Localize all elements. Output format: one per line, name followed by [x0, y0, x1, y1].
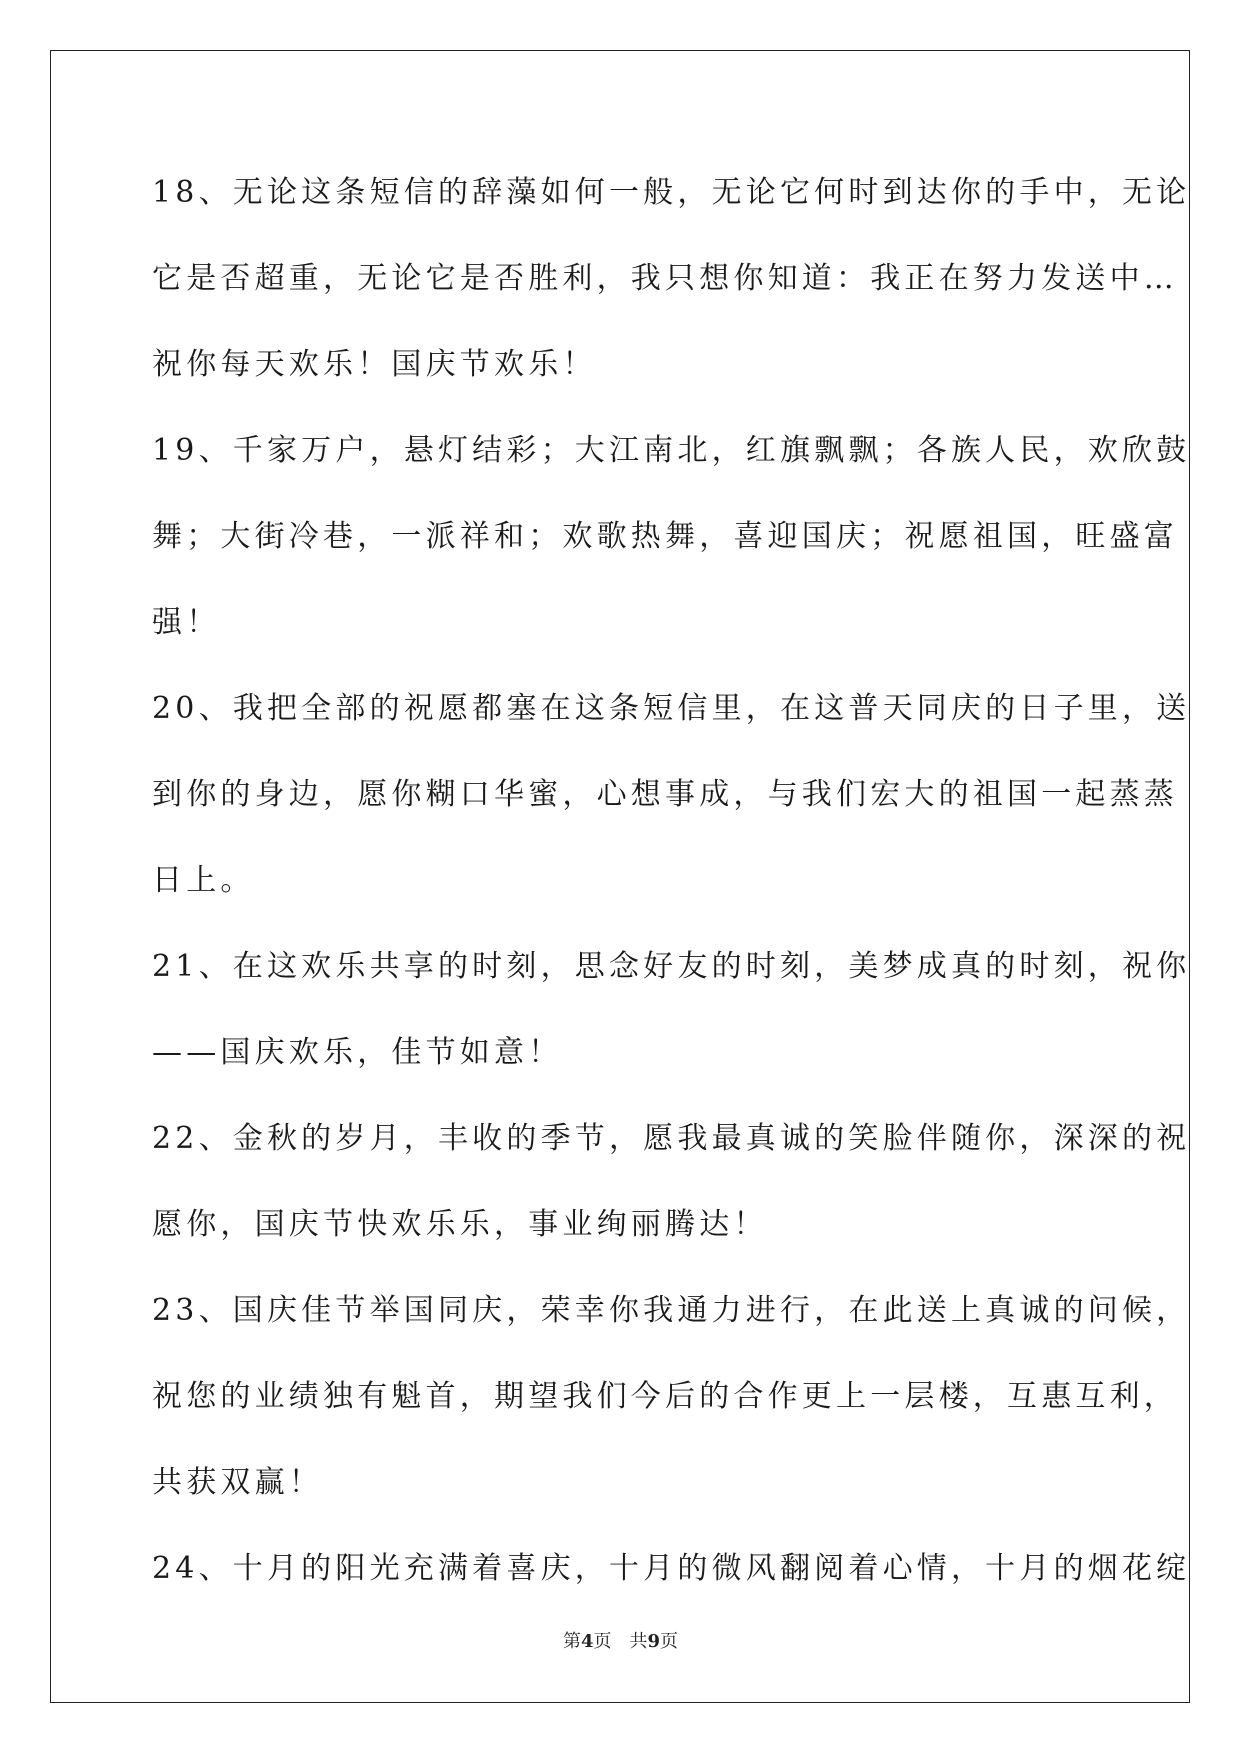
text-line: 它是否超重，无论它是否胜利，我只想你知道：我正在努力发送中…	[152, 261, 1178, 296]
text-line: 共获双赢！	[152, 1465, 323, 1500]
text-line: 日上。	[152, 863, 255, 898]
total-prefix: 共	[629, 1631, 648, 1652]
text-line: 愿你，国庆节快欢乐乐，事业绚丽腾达！	[152, 1207, 768, 1242]
page-footer	[0, 1627, 1241, 1653]
text-line: 20、我把全部的祝愿都塞在这条短信里，在这普天同庆的日子里，送	[152, 691, 1191, 726]
text-line: ——国庆欢乐，佳节如意！	[152, 1035, 563, 1070]
text-line: 21、在这欢乐共享的时刻，思念好友的时刻，美梦成真的时刻，祝你	[152, 949, 1191, 984]
document-body	[152, 150, 1191, 1612]
paragraph-22	[152, 1096, 1191, 1268]
text-line: 强！	[152, 605, 221, 640]
text-line: 23、国庆佳节举国同庆，荣幸你我通力进行，在此送上真诚的问候，	[152, 1293, 1191, 1328]
paragraph-18	[152, 150, 1191, 408]
paragraph-23	[152, 1268, 1191, 1526]
text-line: 到你的身边，愿你糊口华蜜，心想事成，与我们宏大的祖国一起蒸蒸	[152, 777, 1178, 812]
paragraph-19	[152, 408, 1191, 666]
text-line: 舞；大街冷巷，一派祥和；欢歌热舞，喜迎国庆；祝愿祖国，旺盛富	[152, 519, 1178, 554]
page-total: 9	[647, 1631, 661, 1652]
paragraph-21	[152, 924, 1191, 1096]
text-line: 18、无论这条短信的辞藻如何一般，无论它何时到达你的手中，无论	[152, 175, 1191, 210]
text-line: 24、十月的阳光充满着喜庆，十月的微风翻阅着心情，十月的烟花绽	[152, 1551, 1191, 1586]
text-line: 祝你每天欢乐！国庆节欢乐！	[152, 347, 597, 382]
total-suffix: 页	[660, 1631, 679, 1652]
text-line: 22、金秋的岁月，丰收的季节，愿我最真诚的笑脸伴随你，深深的祝	[152, 1121, 1191, 1156]
page-suffix: 页	[593, 1631, 612, 1652]
text-line: 祝您的业绩独有魁首，期望我们今后的合作更上一层楼，互惠互利，	[152, 1379, 1178, 1414]
paragraph-20	[152, 666, 1191, 924]
text-line: 19、千家万户，悬灯结彩；大江南北，红旗飘飘；各族人民，欢欣鼓	[152, 433, 1191, 468]
page-prefix: 第	[562, 1631, 581, 1652]
page-current: 4	[580, 1631, 594, 1652]
paragraph-24	[152, 1526, 1191, 1612]
